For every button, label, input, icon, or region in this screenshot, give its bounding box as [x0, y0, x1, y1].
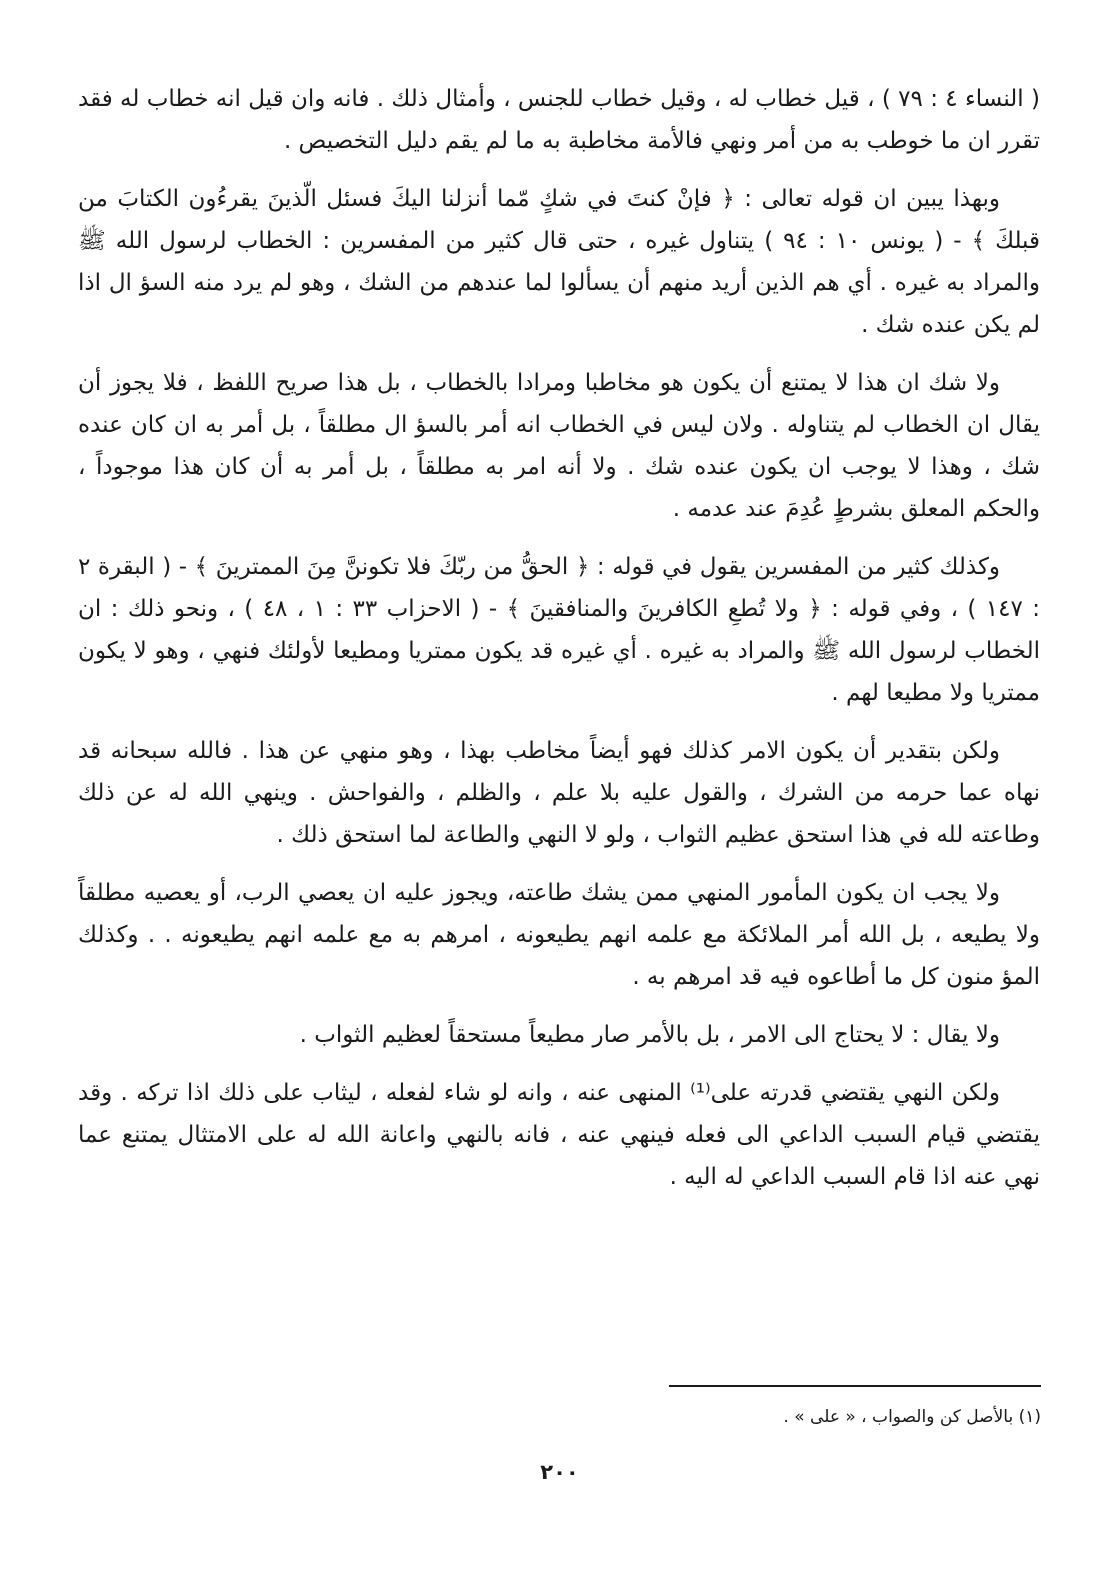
paragraph-6: ولا يجب ان يكون المأمور المنهي ممن يشك طاعته، ويجوز عليه ان يعصي الرب، أو يعصيه مطلقاً ولا يطيعه ، بل الله أمر الملائكة مع علمه انهم يطيعونه ، امرهم به مع علمه انهم يطيعونه . . وكذلك المؤ منون كل ما أطاعوه فيه قد امرهم به .: [78, 880, 1040, 990]
page-body: [78, 78, 1040, 1214]
paragraph-1: ( النساء ٤ : ٧٩ ) ، قيل خطاب له ، وقيل خطاب للجنس ، وأمثال ذلك . فانه وان قيل انه خطاب له فقد تقرر ان ما خوطب به من أمر ونهي فالأمة مخاطبة به ما لم يقم دليل التخصيص .: [78, 86, 1040, 154]
paragraph-7: ولا يقال : لا يحتاج الى الامر ، بل بالأمر صار مطيعاً مستحقاً لعظيم الثواب .: [299, 1022, 1000, 1048]
paragraph-2: وبهذا يبين ان قوله تعالى : ﴿ فإنْ كنتَ في شكٍ مّما أنزلنا اليكَ فسئل الّذينَ يقرءُون الكتابَ من قبلكَ ﴾ - ( يونس ١٠ : ٩٤ ) يتناول غيره ، حتى قال كثير من المفسرين : الخطاب لرسول الله ﷺ والمراد به غيره . أي هم الذين أريد منهم أن يسألوا لما عندهم من الشك ، وهو لم يرد منه السؤ ال اذا لم يكن عنده شك .: [78, 186, 1040, 338]
footnote: (١) بالأصل كن والصواب ، « على » .: [783, 1407, 1041, 1427]
paragraph-5: ولكن بتقدير أن يكون الامر كذلك فهو أيضاً مخاطب بهذا ، وهو منهي عن هذا . فالله سبحانه قد نهاه عما حرمه من الشرك ، والقول عليه بلا علم ، والظلم ، والفواحش . وينهي الله له عن ذلك وطاعته لله في هذا استحق عظيم الثواب ، ولو لا النهي والطاعة لما استحق ذلك .: [78, 738, 1040, 848]
paragraph-4: وكذلك كثير من المفسرين يقول في قوله : ﴿ الحقُّ من ربّكَ فلا تكوننَّ مِنَ الممترينَ ﴾ - ( البقرة ٢ : ١٤٧ ) ، وفي قوله : ﴿ ولا تُطعِ الكافرينَ والمنافقينَ ﴾ - ( الاحزاب ٣٣ : ١ ، ٤٨ ) ، ونحو ذلك : ان الخطاب لرسول الله ﷺ والمراد به غيره . أي غيره قد يكون ممتريا ومطيعا لأولئك فنهي ، وهو لا يكون ممتريا ولا مطيعا لهم .: [78, 554, 1041, 706]
footnote-divider: [669, 1385, 1041, 1387]
page-number: ٢٠٠: [540, 1460, 579, 1484]
paragraph-8: ولكن النهي يقتضي قدرته على⁽¹⁾ المنهى عنه ، وانه لو شاء لفعله ، ليثاب على ذلك اذا تركه . وقد يقتضي قيام السبب الداعي الى فعله فينهي عنه ، فانه بالنهي واعانة الله له على الامتثال يمتنع عما نهي عنه اذا قام السبب الداعي له اليه .: [78, 1080, 1040, 1190]
paragraph-3: ولا شك ان هذا لا يمتنع أن يكون هو مخاطبا ومرادا بالخطاب ، بل هذا صريح اللفظ ، فلا يجوز أن يقال ان الخطاب لم يتناوله . ولان ليس في الخطاب انه أمر بالسؤ ال مطلقاً ، بل أمر به ان كان عنده شك ، وهذا لا يوجب ان يكون عنده شك . ولا أنه امر به مطلقاً ، بل أمر به أن كان هذا موجوداً ، والحكم المعلق بشرطٍ عُدِمَ عند عدمه .: [78, 370, 1040, 522]
